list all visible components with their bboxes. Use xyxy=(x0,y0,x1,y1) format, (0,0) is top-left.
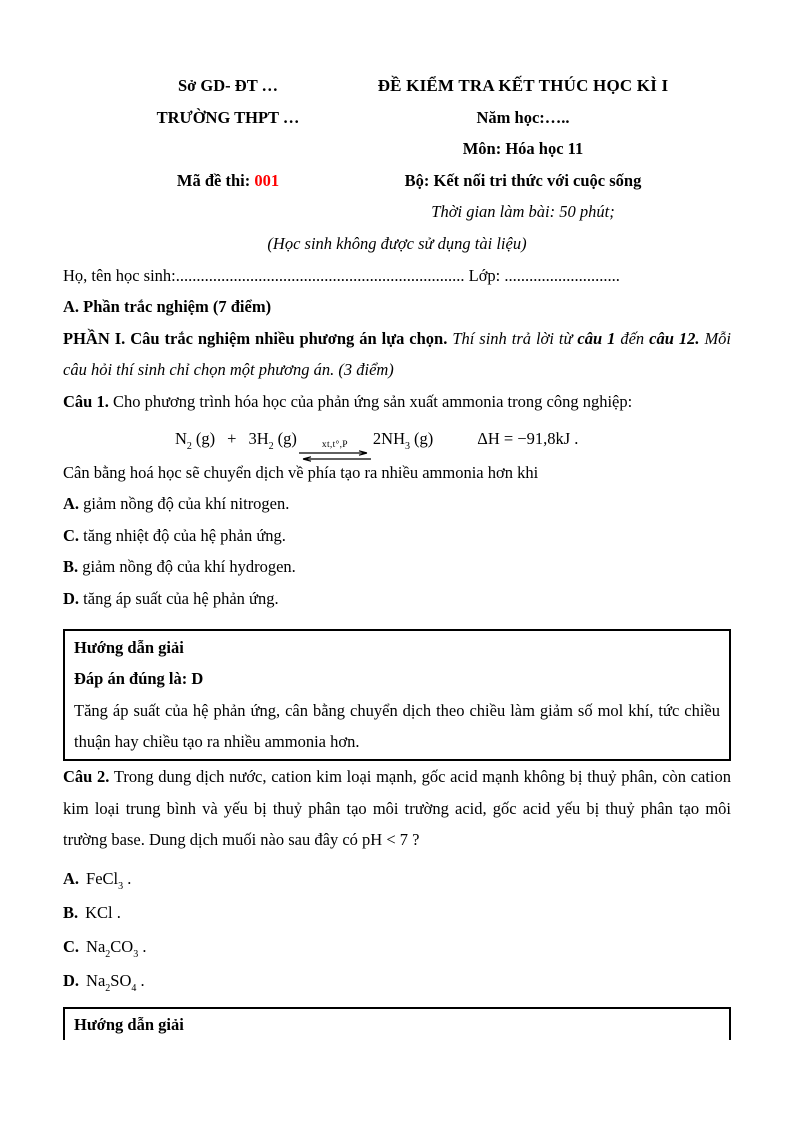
solution-title: Hướng dẫn giải xyxy=(74,1014,184,1034)
correct-answer-line: Đáp án đúng là: D xyxy=(74,669,204,689)
q2-option-c xyxy=(63,930,731,964)
question-1-label: Câu 1. xyxy=(63,391,109,411)
q2-solution-box xyxy=(63,1007,731,1040)
exam-header-right xyxy=(315,70,731,228)
duration-line: Thời gian làm bài: 50 phút; xyxy=(431,202,615,222)
chemical-formula: $Na_2SO_4$ . xyxy=(86,970,145,994)
no-materials-note: (Học sinh không được sử dụng tài liệu) xyxy=(267,234,527,253)
subject-line: Môn: Hóa học 11 xyxy=(462,139,584,159)
school-year-line: Năm học:….. xyxy=(476,107,570,127)
exam-code-value: 001 xyxy=(254,170,280,190)
option-label: D. xyxy=(63,970,80,990)
q1-chemical-equation: $N_2$ $(g) + 3H_2$ (g) xt,t°,P $2NH_3$ (g) ΔH = −91,8kJ . xyxy=(175,421,731,457)
exam-code-label: Mã đề thi: xyxy=(176,170,255,190)
question-1-text: Câu 1. Cho phương trình hóa học của phản ứng sản xuất ammonia trong công nghiệp: xyxy=(63,391,633,411)
solution-title: Hướng dẫn giải xyxy=(74,637,184,657)
department-line: Sở GD- ĐT … xyxy=(177,76,279,95)
part1-intro: PHẦN I. Câu trắc nghiệm nhiều phương án lựa chọn. Thí sinh trả lời từ câu 1 đến câu 12. Mỗi câu hỏi thí sinh chỉ chọn một phương án. (3 điểm) xyxy=(63,328,732,380)
plus-sign: + xyxy=(227,428,237,448)
question-2-text: Câu 2. Trong dung dịch nước, cation kim loại mạnh, gốc acid mạnh không bị thuỷ phân, còn cation kim loại trung bình và yếu bị thuỷ phân tạo môi trường acid, gốc acid yếu bị thuỷ phân tạo môi trường base. Dung dịch muối nào sau đây có pH < 7 ? xyxy=(63,766,731,850)
q1-option-c: C. tăng nhiệt độ của hệ phản ứng. xyxy=(63,525,286,545)
q1-option-a: A. giảm nồng độ của khí nitrogen. xyxy=(63,494,290,514)
exam-title: ĐỀ KIỂM TRA KẾT THÚC HỌC KÌ I xyxy=(377,76,669,95)
q2-option-b xyxy=(63,896,731,930)
chemical-formula: FeCl$_3$ . xyxy=(86,868,132,892)
option-label: B. xyxy=(63,557,79,577)
option-label: C. xyxy=(63,936,80,956)
q1-option-b: B. giảm nồng độ của khí hydrogen. xyxy=(63,557,296,577)
q1-option-d: D. tăng áp suất của hệ phản ứng. xyxy=(63,588,279,608)
enthalpy-value: ΔH = −91,8kJ . xyxy=(477,428,579,448)
school-line: TRƯỜNG THPT … xyxy=(156,107,300,127)
chemical-formula: $Na_2CO_3$ . xyxy=(86,936,147,960)
option-label: B. xyxy=(63,902,79,922)
exam-header xyxy=(63,70,731,228)
q2-option-d xyxy=(63,964,731,998)
book-series-line: Bộ: Kết nối tri thức với cuộc sống xyxy=(404,170,642,190)
solution-explanation: Tăng áp suất của hệ phản ứng, cân bằng chuyển dịch theo chiều làm giảm số mol khí, tức chiều thuận hay chiều tạo ra nhiều ammonia hơn. xyxy=(74,700,720,752)
option-label: D. xyxy=(63,588,80,608)
section-a-title: A. Phần trắc nghiệm (7 điểm) xyxy=(63,297,272,317)
chemical-formula: KCl . xyxy=(85,902,121,922)
option-label: C. xyxy=(63,525,80,545)
question-2-label: Câu 2. xyxy=(63,766,110,786)
student-name-line: Họ, tên học sinh:...................................................................... Lớp: ............................ xyxy=(63,265,620,285)
option-label: A. xyxy=(63,494,80,514)
q1-solution-box xyxy=(63,629,731,761)
q2-options xyxy=(63,862,731,998)
option-label: A. xyxy=(63,868,80,888)
q2-option-a xyxy=(63,862,731,896)
part1-heading: PHẦN I. Câu trắc nghiệm nhiều phương án lựa chọn. xyxy=(63,328,448,348)
catalyst-conditions-label: xt,t°,P xyxy=(321,439,348,450)
question-1-stem: Cân bằng hoá học sẽ chuyển dịch về phía tạo ra nhiều ammonia hơn khi xyxy=(63,462,539,482)
